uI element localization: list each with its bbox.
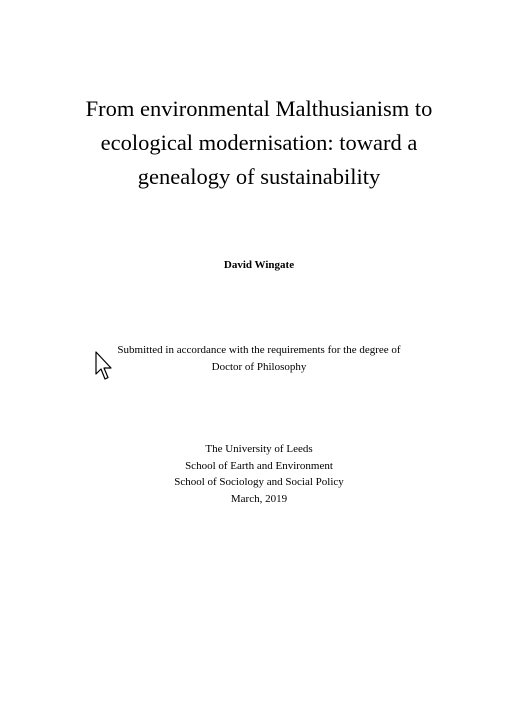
author-name: David Wingate xyxy=(223,259,295,271)
title-line-1: From environmental Malthusianism to xyxy=(85,96,433,121)
submission-date: March, 2019 xyxy=(230,492,288,505)
submission-line-2: Doctor of Philosophy xyxy=(211,360,307,373)
mouse-pointer-arrow-icon xyxy=(95,351,115,381)
title-line-2: ecological modernisation: toward a xyxy=(100,130,418,155)
thesis-title xyxy=(0,92,518,194)
affiliation-school-sociology: School of Sociology and Social Policy xyxy=(174,476,344,488)
title-line-3: genealogy of sustainability xyxy=(137,164,381,189)
affiliation-school-earth: School of Earth and Environment xyxy=(185,459,333,472)
submission-statement xyxy=(0,342,518,375)
submission-line-1: Submitted in accordance with the requirements for the degree of xyxy=(117,344,401,356)
affiliation-university: The University of Leeds xyxy=(205,443,313,455)
affiliation-block xyxy=(0,441,518,507)
